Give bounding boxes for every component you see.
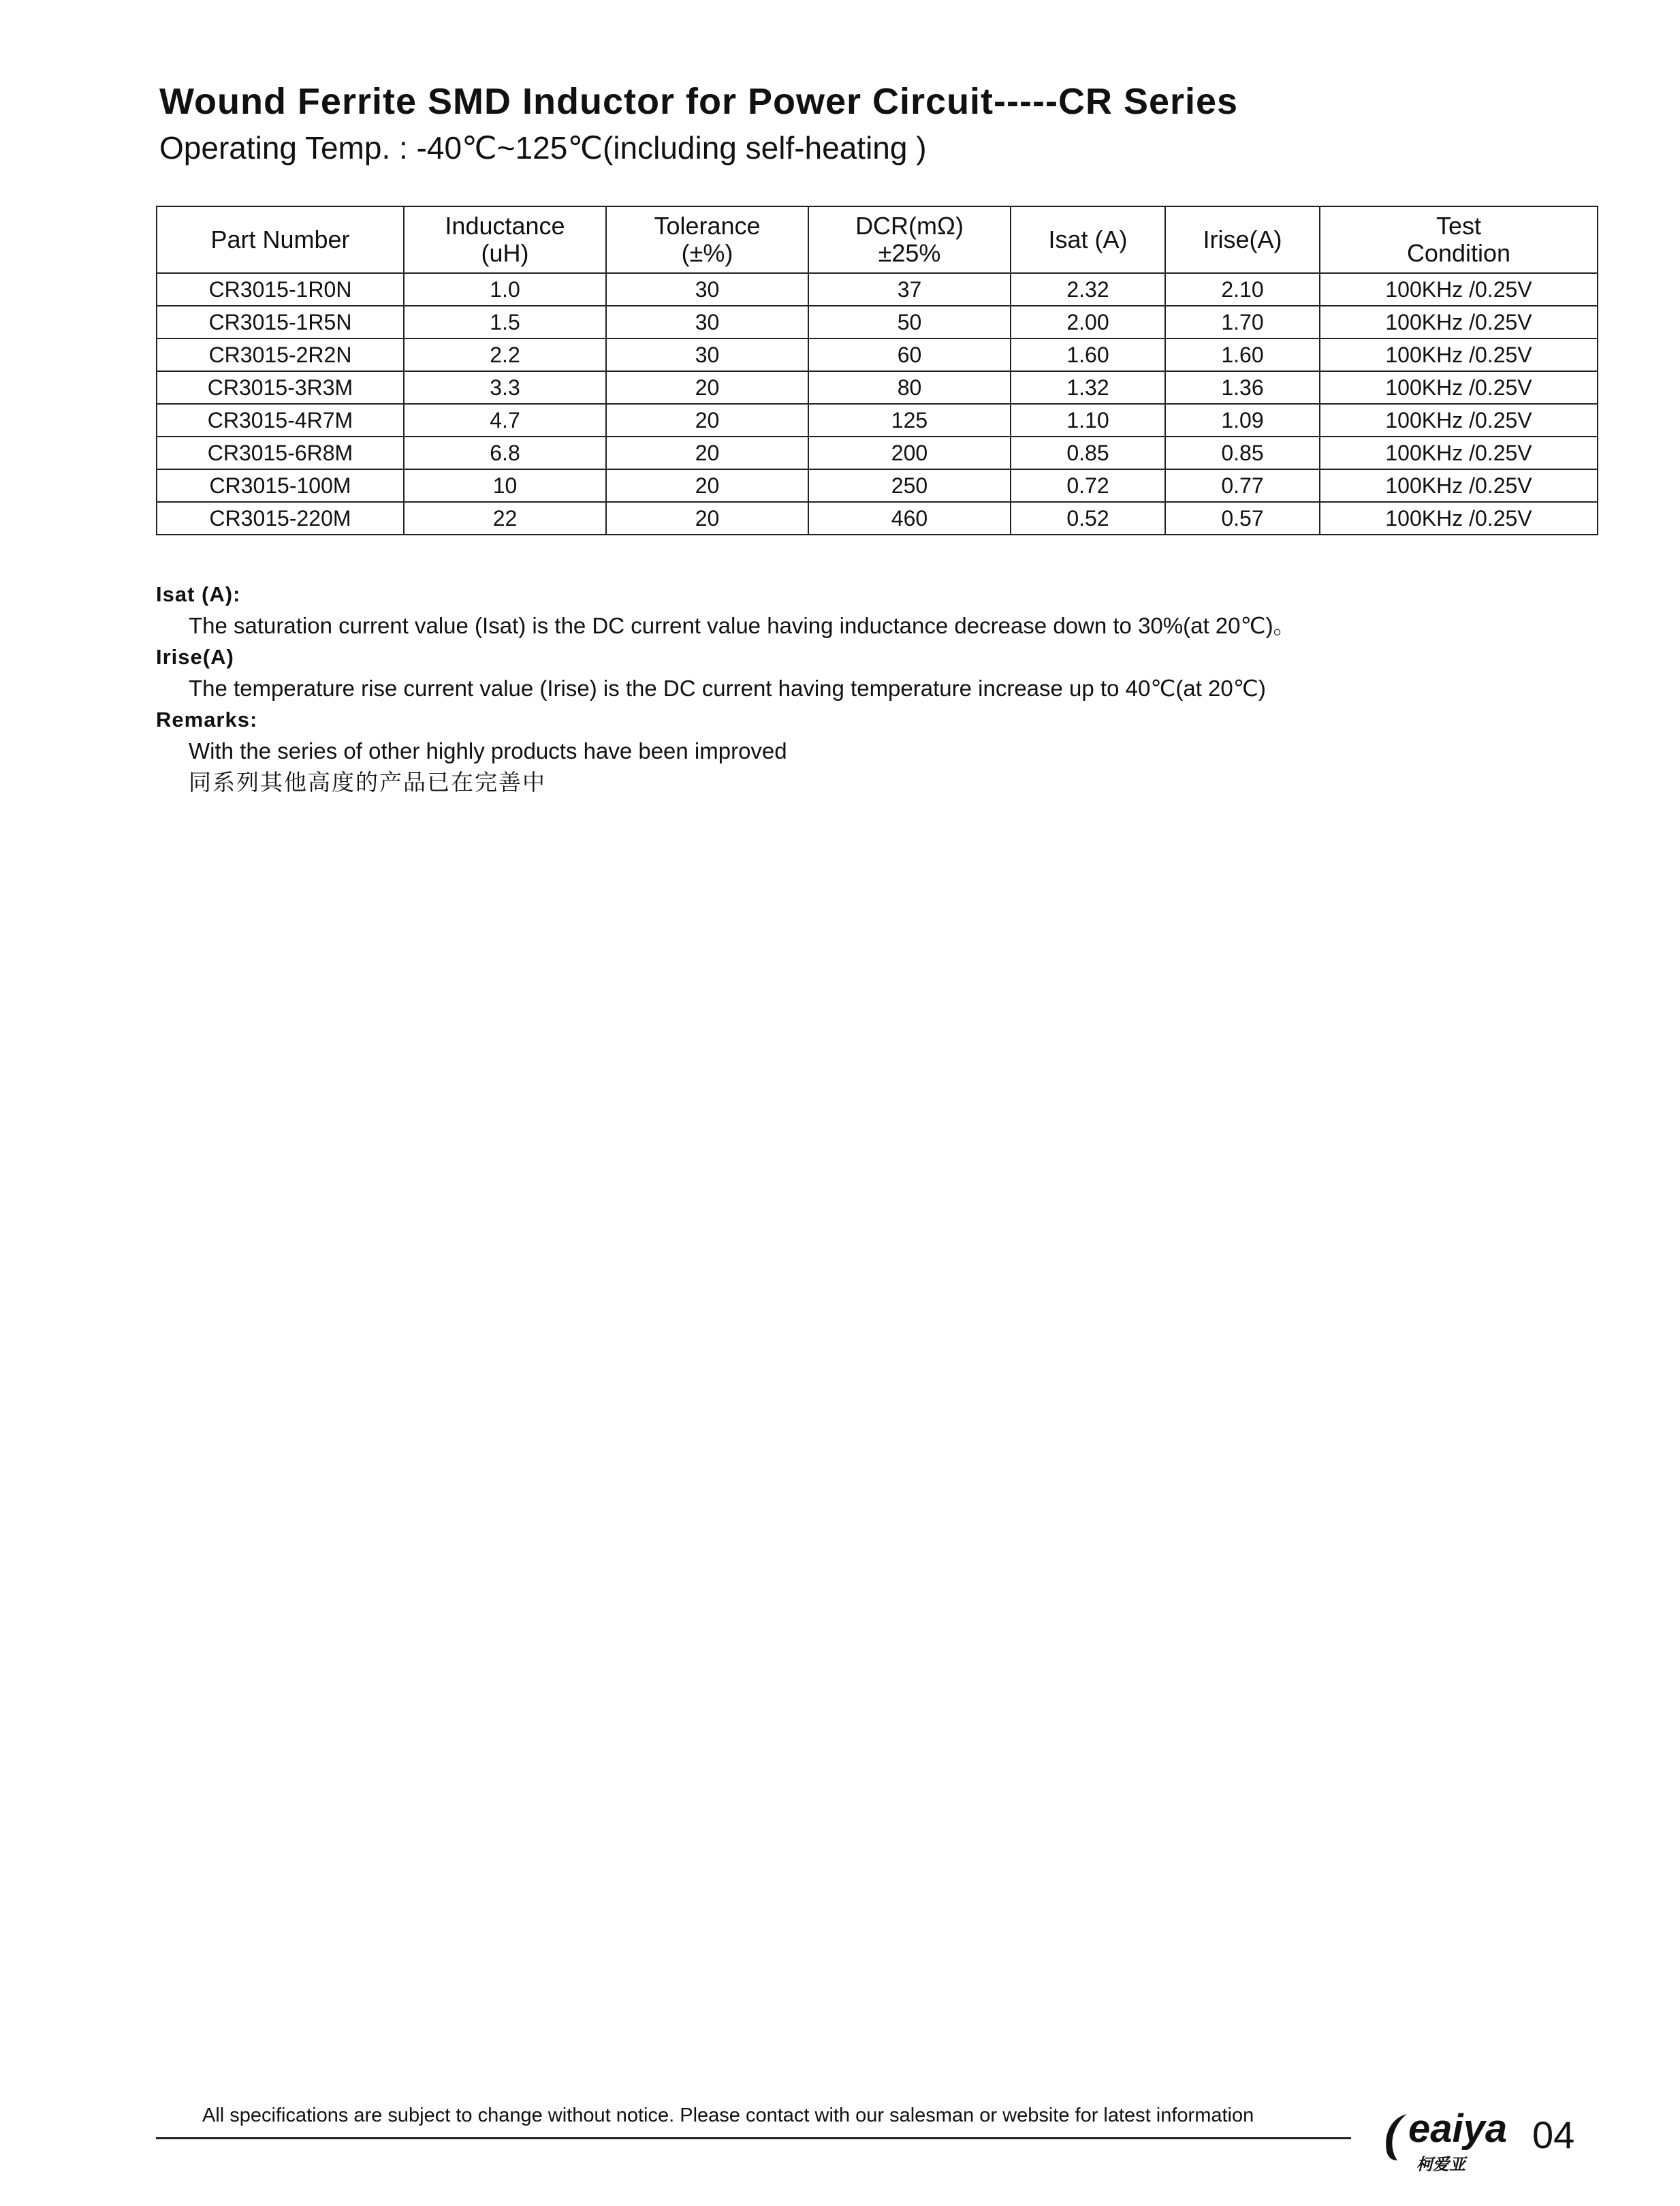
header-test-condition	[1320, 206, 1598, 273]
dcr-cell: 80	[808, 371, 1011, 404]
table-row	[157, 273, 1598, 306]
isat-heading: Isat (A):	[156, 582, 241, 606]
header-unit: (±%)	[681, 239, 733, 267]
isat-cell: 1.60	[1011, 338, 1165, 371]
header-unit: (uH)	[481, 239, 529, 267]
header-dcr	[808, 206, 1011, 273]
table-row	[157, 404, 1598, 437]
dcr-cell: 125	[808, 404, 1011, 437]
isat-cell: 0.85	[1011, 437, 1165, 469]
test-condition-cell: 100KHz /0.25V	[1320, 404, 1598, 437]
part-number-cell: CR3015-220M	[157, 502, 404, 535]
dcr-cell: 200	[808, 437, 1011, 469]
dcr-cell: 460	[808, 502, 1011, 535]
header-label: Isat (A)	[1048, 225, 1128, 253]
dcr-cell: 250	[808, 469, 1011, 502]
header-label: Test	[1436, 212, 1482, 240]
part-number-cell: CR3015-6R8M	[157, 437, 404, 469]
part-number-cell: CR3015-4R7M	[157, 404, 404, 437]
irise-heading: Irise(A)	[156, 645, 234, 669]
part-number-cell: CR3015-3R3M	[157, 371, 404, 404]
table-row	[157, 469, 1598, 502]
header-label: Inductance	[445, 212, 565, 240]
inductance-cell: 4.7	[404, 404, 606, 437]
inductance-cell: 1.0	[404, 273, 606, 306]
inductance-cell: 6.8	[404, 437, 606, 469]
test-condition-cell: 100KHz /0.25V	[1320, 273, 1598, 306]
dcr-cell: 60	[808, 338, 1011, 371]
isat-cell: 1.32	[1011, 371, 1165, 404]
tolerance-cell: 20	[606, 371, 808, 404]
part-number-cell: CR3015-100M	[157, 469, 404, 502]
table-row	[157, 502, 1598, 535]
part-number-cell: CR3015-1R0N	[157, 273, 404, 306]
brand-logo	[1381, 2106, 1508, 2174]
table-header-row	[157, 206, 1598, 273]
header-label: Tolerance	[654, 212, 761, 240]
part-number-cell: CR3015-2R2N	[157, 338, 404, 371]
dcr-cell: 50	[808, 306, 1011, 338]
header-irise	[1165, 206, 1320, 273]
header-inductance	[404, 206, 606, 273]
table-row	[157, 371, 1598, 404]
dcr-cell: 37	[808, 273, 1011, 306]
header-isat	[1011, 206, 1165, 273]
test-condition-cell: 100KHz /0.25V	[1320, 306, 1598, 338]
irise-cell: 0.57	[1165, 502, 1320, 535]
inductance-cell: 10	[404, 469, 606, 502]
table-row	[157, 338, 1598, 371]
table-row	[157, 437, 1598, 469]
isat-cell: 1.10	[1011, 404, 1165, 437]
irise-cell: 2.10	[1165, 273, 1320, 306]
inductance-cell: 22	[404, 502, 606, 535]
header-label: DCR(mΩ)	[855, 212, 964, 240]
spec-table	[156, 206, 1598, 535]
test-condition-cell: 100KHz /0.25V	[1320, 437, 1598, 469]
irise-cell: 1.09	[1165, 404, 1320, 437]
test-condition-cell: 100KHz /0.25V	[1320, 338, 1598, 371]
test-condition-cell: 100KHz /0.25V	[1320, 502, 1598, 535]
logo-swoosh-icon	[1381, 2111, 1411, 2163]
footer-divider	[156, 2137, 1351, 2139]
tolerance-cell: 20	[606, 437, 808, 469]
tolerance-cell: 30	[606, 273, 808, 306]
tolerance-cell: 30	[606, 338, 808, 371]
tolerance-cell: 20	[606, 404, 808, 437]
notes-section	[156, 579, 1586, 798]
part-number-cell: CR3015-1R5N	[157, 306, 404, 338]
isat-cell: 2.00	[1011, 306, 1165, 338]
logo-wordmark: eaiya	[1408, 2107, 1508, 2151]
header-tolerance	[606, 206, 808, 273]
tolerance-cell: 30	[606, 306, 808, 338]
page-number: 04	[1532, 2113, 1575, 2156]
irise-cell: 1.70	[1165, 306, 1320, 338]
test-condition-cell: 100KHz /0.25V	[1320, 371, 1598, 404]
remarks-heading: Remarks:	[156, 708, 258, 731]
irise-description: The temperature rise current value (Irise) is the DC current having temperature increase up to 40℃(at 20℃)	[189, 676, 1266, 701]
irise-cell: 1.60	[1165, 338, 1320, 371]
remarks-text-english: With the series of other highly products have been improved	[189, 738, 787, 763]
test-condition-cell: 100KHz /0.25V	[1320, 469, 1598, 502]
footer-notice: All specifications are subject to change without notice. Please contact with our salesman or website for latest information	[202, 2105, 1254, 2126]
isat-cell: 0.52	[1011, 502, 1165, 535]
irise-cell: 0.85	[1165, 437, 1320, 469]
isat-cell: 0.72	[1011, 469, 1165, 502]
header-unit: ±25%	[878, 239, 941, 267]
inductance-cell: 2.2	[404, 338, 606, 371]
header-label: Irise(A)	[1203, 225, 1282, 253]
irise-cell: 1.36	[1165, 371, 1320, 404]
logo-chinese-name: 柯爱亚	[1416, 2156, 1465, 2174]
isat-cell: 2.32	[1011, 273, 1165, 306]
irise-cell: 0.77	[1165, 469, 1320, 502]
table-row	[157, 306, 1598, 338]
tolerance-cell: 20	[606, 502, 808, 535]
header-label: Part Number	[210, 225, 350, 253]
page-title: Wound Ferrite SMD Inductor for Power Circuit-----CR Series	[159, 81, 1239, 122]
header-part-number	[157, 206, 404, 273]
remarks-text-chinese: 同系列其他高度的产品已在完善中	[189, 770, 546, 795]
operating-temperature: Operating Temp. : -40℃~125℃(including self-heating )	[159, 130, 927, 166]
inductance-cell: 3.3	[404, 371, 606, 404]
isat-description: The saturation current value (Isat) is the DC current value having inductance decrease down to 30%(at 20℃)。	[189, 613, 1296, 638]
inductance-cell: 1.5	[404, 306, 606, 338]
header-label: Condition	[1406, 239, 1511, 267]
tolerance-cell: 20	[606, 469, 808, 502]
